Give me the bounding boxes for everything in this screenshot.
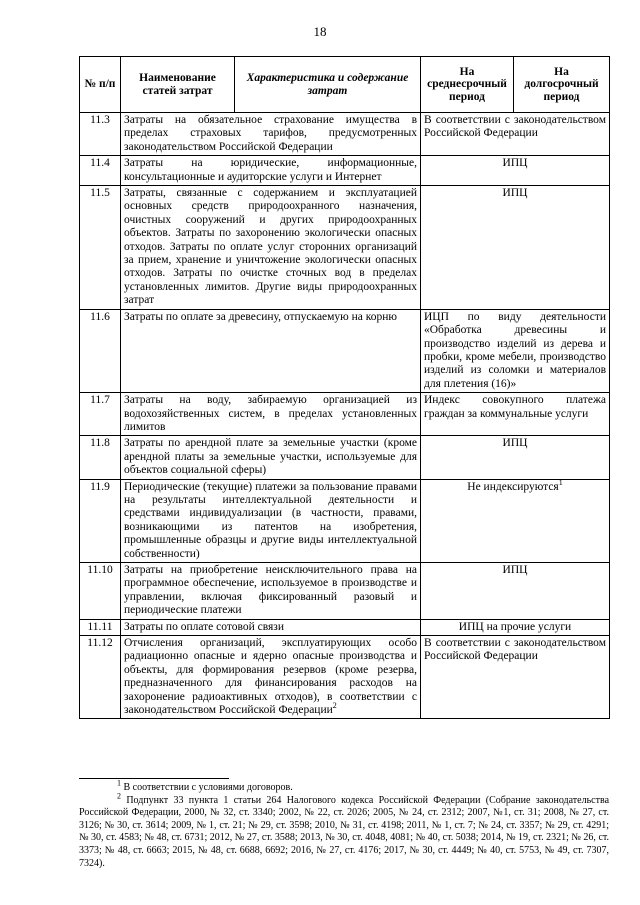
table-header-row bbox=[80, 57, 610, 113]
row-period bbox=[421, 479, 610, 562]
table-row bbox=[80, 436, 610, 479]
row-num: 11.5 bbox=[80, 186, 121, 310]
table-row bbox=[80, 619, 610, 635]
row-name: Затраты по оплате за древесину, отпускаемую на корню bbox=[121, 309, 421, 392]
footnotes bbox=[79, 778, 609, 870]
header-long-term: На долгосрочный период bbox=[514, 57, 610, 113]
row-num: 11.11 bbox=[80, 619, 121, 635]
row-name: Затраты на приобретение неисключительного права на программное обеспечение, используемое в производстве и управлении, включая фиксированный разовый и периодические платежи bbox=[121, 563, 421, 620]
row-name: Затраты на юридические, информационные, консультационные и аудиторские услуги и Интернет bbox=[121, 156, 421, 186]
header-num: № п/п bbox=[80, 57, 121, 113]
row-period: ИПЦ bbox=[421, 436, 610, 479]
footnote-ref: 2 bbox=[332, 701, 337, 711]
row-num: 11.8 bbox=[80, 436, 121, 479]
table-row bbox=[80, 156, 610, 186]
row-period-text: Не индексируются bbox=[467, 480, 559, 493]
header-name: Наименование статей затрат bbox=[121, 57, 235, 113]
row-num: 11.6 bbox=[80, 309, 121, 392]
row-num: 11.9 bbox=[80, 479, 121, 562]
row-period: ИЦП по виду деятельности «Обработка древесины и производство изделий из дерева и пробки, кроме мебели, производство изделий из соломки и материалов для плетения (16)» bbox=[421, 309, 610, 392]
footnote-text: Подпункт 33 пункта 1 статьи 264 Налогового кодекса Российской Федерации (Собрание законодательства Российской Федерации, 2000, № 32, ст. 3340; 2002, № 22, ст. 2026; 2005, № 24, ст. 2312; 2007, №1, ст. 31; 2008, № 27, ст. 3126; № 30, ст. 3614; 2009, № 1, ст. 21; № 29, ст. 3598; 2010, № 31, ст. 4198; 2011, № 1, ст. 7; № 24, ст. 3357; № 29, ст. 4291; № 30, ст. 4583; № 48, ст. 6731; 2012, № 27, ст. 3588; 2013, № 30, ст. 4048, 4081; № 40, ст. 5038; 2014, № 19, ст. 2321; № 26, ст. 3373; № 48, ст. 6663; 2015, № 48, ст. 6688, 6692; 2016, № 27, ст. 4176; 2017, № 30, ст. 4449; № 40, ст. 5753, № 49, ст. 7307, 7324). bbox=[79, 794, 610, 869]
row-name: Затраты на обязательное страхование имущества в пределах страховых тарифов, предусмотренных законодательством Российской Федерации bbox=[121, 113, 421, 156]
row-num: 11.4 bbox=[80, 156, 121, 186]
table-row bbox=[80, 479, 610, 562]
header-medium-term: На среднесрочный период bbox=[421, 57, 514, 113]
row-period: ИПЦ на прочие услуги bbox=[421, 619, 610, 635]
row-period: ИПЦ bbox=[421, 563, 610, 620]
row-name-text: Отчисления организаций, эксплуатирующих особо радиационно опасные и ядерно опасные производства и объекты, для формирования резервов (кроме резерва, предназначенного для финансирования расходов на захоронение радиоактивных отходов), в соответствии с законодательством Российской Федерации bbox=[124, 637, 417, 717]
table-row bbox=[80, 113, 610, 156]
row-period: Индекс совокупного платежа граждан за коммунальные услуги bbox=[421, 393, 610, 436]
row-name: Периодические (текущие) платежи за пользование правами на результаты интеллектуальной деятельности и средствами индивидуализации (в частности, правами, возникающими из патентов на изобретения, промышленные образцы и другие виды интеллектуальной собственности) bbox=[121, 479, 421, 562]
footnote-ref: 1 bbox=[558, 477, 563, 487]
footnote-mark: 1 bbox=[117, 778, 121, 788]
row-name bbox=[121, 636, 421, 719]
row-period: В соответствии с законодательством Российской Федерации bbox=[421, 636, 610, 719]
table-row bbox=[80, 563, 610, 620]
cost-items-table bbox=[79, 56, 610, 719]
row-period: ИПЦ bbox=[421, 156, 610, 186]
table-row bbox=[80, 309, 610, 392]
header-characteristic: Характеристика и содержание затрат bbox=[235, 57, 421, 113]
footnote bbox=[79, 791, 610, 871]
row-num: 11.3 bbox=[80, 113, 121, 156]
row-name: Затраты по оплате сотовой связи bbox=[121, 619, 421, 635]
row-num: 11.12 bbox=[80, 636, 121, 719]
row-num: 11.7 bbox=[80, 393, 121, 436]
page-number: 18 bbox=[313, 24, 327, 39]
footnote bbox=[79, 778, 609, 795]
footnote-text: В соответствии с условиями договоров. bbox=[123, 782, 293, 793]
table-row bbox=[80, 393, 610, 436]
footnote-divider bbox=[79, 778, 229, 779]
row-name: Затраты на воду, забираемую организацией из водохозяйственных систем, в пределах установленных лимитов bbox=[121, 393, 421, 436]
row-name: Затраты по арендной плате за земельные участки (кроме арендной платы за земельные участки, используемые для объектов социальной сферы) bbox=[121, 436, 421, 479]
row-name: Затраты, связанные с содержанием и эксплуатацией основных средств природоохранного назначения, очистных сооружений и других природоохранных объектов. Затраты по захоронению экологически опасных отходов. Затраты по оплате услуг сторонних организаций за прием, хранение и уничтожение экологически опасных отходов. Затраты по очистке сточных вод в пределах установленных лимитов. Другие виды природоохранных затрат bbox=[121, 186, 421, 310]
footnote-mark: 2 bbox=[117, 791, 121, 801]
row-period: ИПЦ bbox=[421, 186, 610, 310]
table-row bbox=[80, 186, 610, 310]
row-period: В соответствии с законодательством Российской Федерации bbox=[421, 113, 610, 156]
row-num: 11.10 bbox=[80, 563, 121, 620]
table-row bbox=[80, 636, 610, 719]
